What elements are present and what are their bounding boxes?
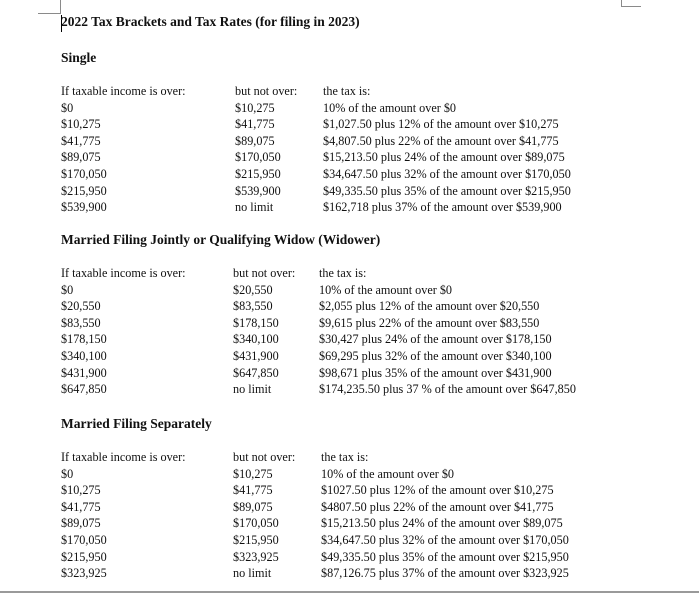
income-over-cell: $41,775 [61,133,101,148]
not-over-cell: $647,850 [233,365,279,380]
header-income-over: If taxable income is over: [61,266,186,280]
not-over-cell: $10,275 [235,100,275,115]
tax-cell: $4807.50 plus 22% of the amount over $41,775 [321,499,554,514]
income-over-cell: $323,925 [61,566,107,581]
header-tax-is: the tax is: [323,84,371,98]
tax-cell: $49,335.50 plus 35% of the amount over $215,950 [323,183,571,198]
crop-mark-top-right-v [621,0,622,7]
not-over-cell: $215,950 [233,532,279,547]
tax-cell: $15,213.50 plus 24% of the amount over $89,075 [323,150,565,165]
tax-cell: $174,235.50 plus 37 % of the amount over $647,850 [319,382,576,397]
tax-cell: $49,335.50 plus 35% of the amount over $215,950 [321,549,569,564]
header-not-over: but not over: [233,450,296,464]
not-over-cell: no limit [235,200,274,215]
not-over-cell: $89,075 [233,499,273,514]
income-over-cell: $0 [61,100,74,115]
tax-cell: 10% of the amount over $0 [323,100,457,115]
income-over-cell: $0 [61,466,74,481]
not-over-cell: $89,075 [235,133,275,148]
header-income-over: If taxable income is over: [61,450,186,464]
income-over-cell: $431,900 [61,365,107,380]
not-over-cell: $170,050 [235,150,281,165]
header-income-over: If taxable income is over: [61,84,186,98]
tax-cell: 10% of the amount over $0 [321,466,455,481]
income-over-cell: $0 [61,282,74,297]
tax-cell: $69,295 plus 32% of the amount over $340,100 [319,348,552,363]
header-tax-is: the tax is: [321,450,369,464]
income-over-cell: $539,900 [61,200,107,215]
section-title-married-jointly: Married Filing Jointly or Qualifying Widow (Widower) [61,232,381,247]
not-over-cell: $10,275 [233,466,273,481]
section-title-single: Single [61,50,97,65]
not-over-cell: $431,900 [233,348,279,363]
tax-cell: $30,427 plus 24% of the amount over $178,150 [319,332,552,347]
header-not-over: but not over: [233,266,296,280]
tax-cell: $15,213.50 plus 24% of the amount over $89,075 [321,516,563,531]
crop-mark-top-right-h [621,6,641,7]
tax-cell: $34,647.50 plus 32% of the amount over $170,050 [323,166,571,181]
not-over-cell: no limit [233,382,272,397]
not-over-cell: $215,950 [235,166,281,181]
income-over-cell: $10,275 [61,483,101,498]
crop-mark-top-left-v [60,0,61,14]
tax-cell: $87,126.75 plus 37% of the amount over $323,925 [321,566,569,581]
income-over-cell: $20,550 [61,299,101,314]
not-over-cell: $41,775 [233,483,273,498]
income-over-cell: $215,950 [61,183,107,198]
income-over-cell: $170,050 [61,532,107,547]
not-over-cell: $323,925 [233,549,279,564]
not-over-cell: $539,900 [235,183,281,198]
document-title: 2022 Tax Brackets and Tax Rates (for filing in 2023) [61,14,360,29]
income-over-cell: $647,850 [61,382,107,397]
income-over-cell: $41,775 [61,499,101,514]
tax-cell: $9,615 plus 22% of the amount over $83,550 [319,315,540,330]
income-over-cell: $170,050 [61,166,107,181]
income-over-cell: $89,075 [61,150,101,165]
income-over-cell: $178,150 [61,332,107,347]
not-over-cell: $340,100 [233,332,279,347]
income-over-cell: $83,550 [61,315,101,330]
section-title-married-separately: Married Filing Separately [61,416,212,431]
tax-cell: $2,055 plus 12% of the amount over $20,550 [319,299,540,314]
tax-cell: $1,027.50 plus 12% of the amount over $10,275 [323,117,559,132]
tax-cell: $98,671 plus 35% of the amount over $431,900 [319,365,552,380]
not-over-cell: $178,150 [233,315,279,330]
income-over-cell: $10,275 [61,117,101,132]
header-not-over: but not over: [235,84,298,98]
income-over-cell: $89,075 [61,516,101,531]
not-over-cell: no limit [233,566,272,581]
not-over-cell: $170,050 [233,516,279,531]
not-over-cell: $83,550 [233,299,273,314]
header-tax-is: the tax is: [319,266,367,280]
tax-cell: $1027.50 plus 12% of the amount over $10,275 [321,483,554,498]
income-over-cell: $340,100 [61,348,107,363]
income-over-cell: $215,950 [61,549,107,564]
crop-mark-top-left-h [38,13,61,14]
tax-cell: 10% of the amount over $0 [319,282,453,297]
not-over-cell: $20,550 [233,282,273,297]
tax-cell: $34,647.50 plus 32% of the amount over $170,050 [321,532,569,547]
tax-cell: $4,807.50 plus 22% of the amount over $41,775 [323,133,559,148]
not-over-cell: $41,775 [235,117,275,132]
tax-cell: $162,718 plus 37% of the amount over $539,900 [323,200,562,215]
